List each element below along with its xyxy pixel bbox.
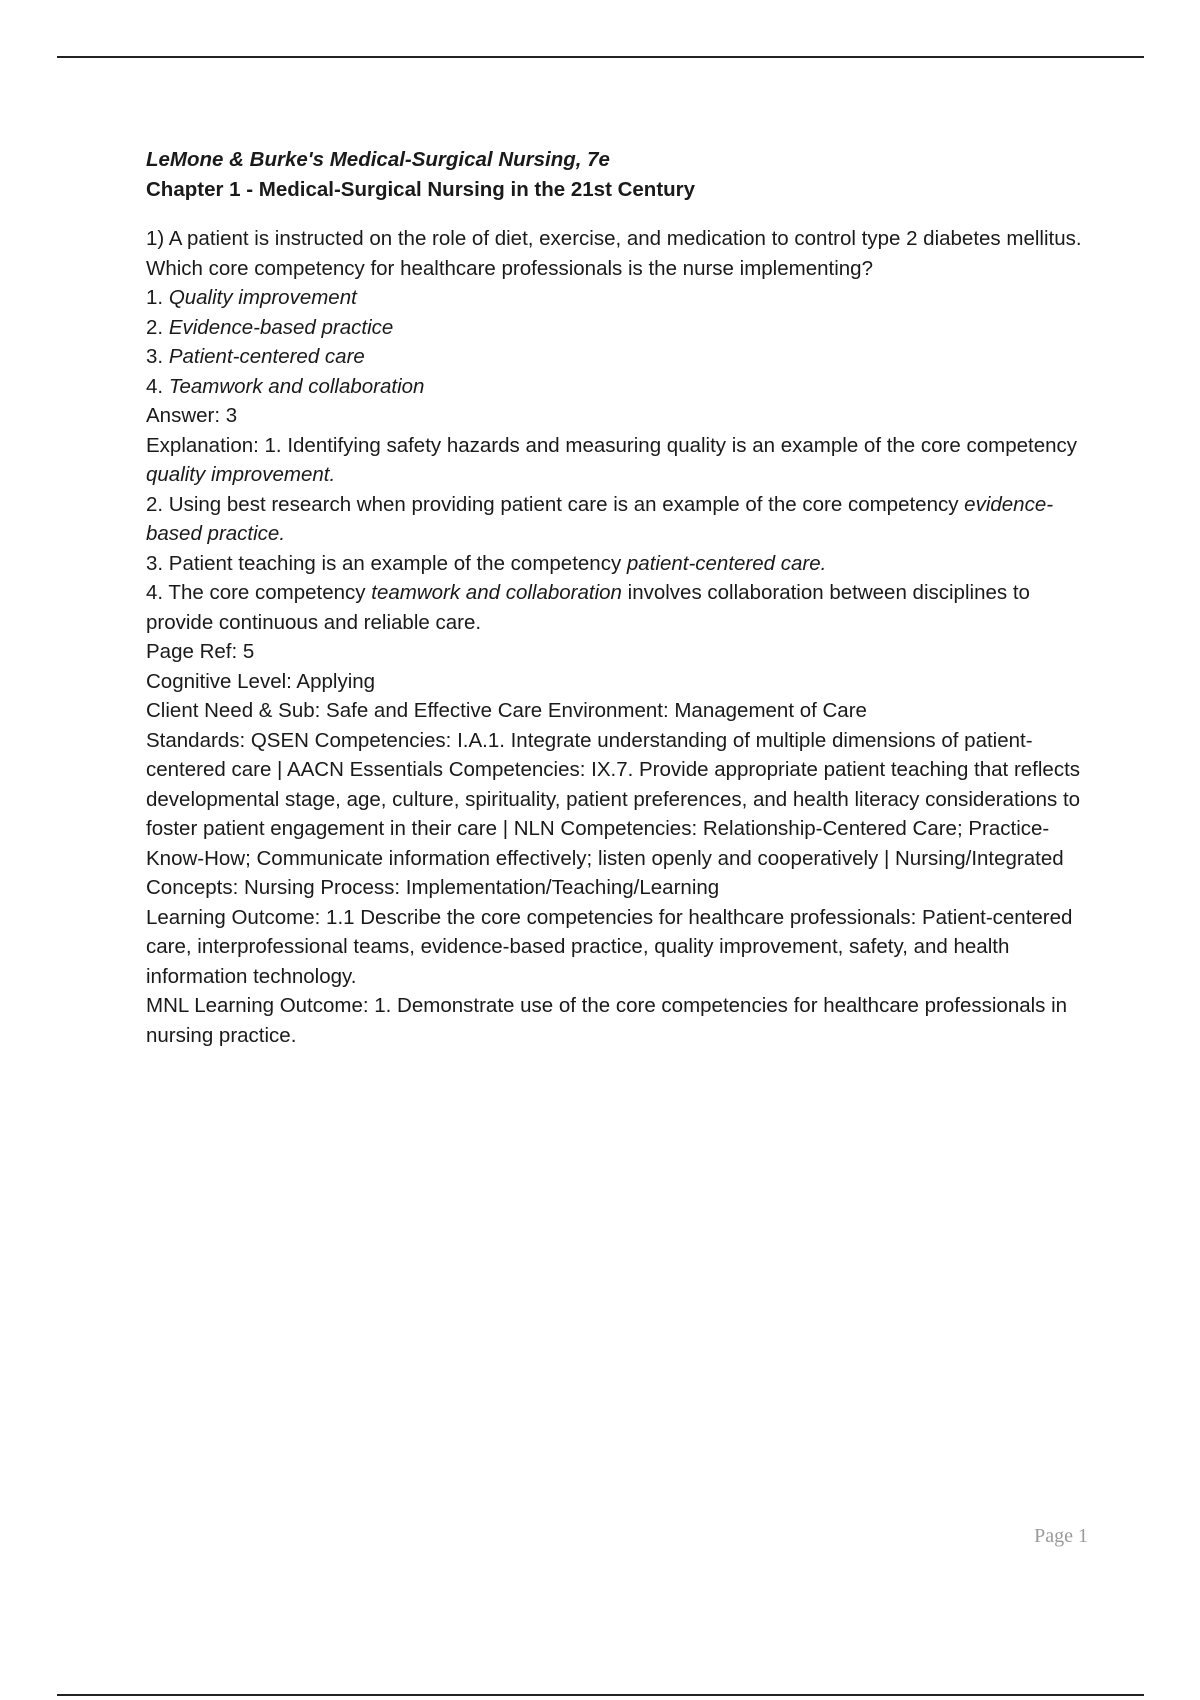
explanation-text: 2. Using best research when providing patient care is an example of the core competency <box>146 492 965 516</box>
option-text: Evidence-based practice <box>168 315 394 339</box>
option-text: Patient-centered care <box>168 345 365 368</box>
option-1 <box>146 283 1096 313</box>
client-need: Client Need & Sub: Safe and Effective Care Environment: Management of Care <box>146 699 867 722</box>
chapter-title: Chapter 1 - Medical-Surgical Nursing in the 21st Century <box>146 177 696 201</box>
book-title: LeMone & Burke's Medical-Surgical Nursing, 7e <box>146 148 610 171</box>
bottom-rule <box>57 1694 1144 1696</box>
explanation-2 <box>146 490 1096 549</box>
option-number: 1. <box>146 286 164 309</box>
option-4 <box>146 372 1096 402</box>
option-number: 4. <box>146 374 164 398</box>
explanation-emphasis: quality improvement. <box>146 463 336 486</box>
explanation-4 <box>146 578 1096 637</box>
page-ref: Page Ref: 5 <box>146 640 255 663</box>
explanation-text: involves collaboration between disciplines to provide continuous and reliable care. <box>146 581 1030 634</box>
option-number: 3. <box>146 345 164 368</box>
explanation-text: 4. The core competency <box>146 581 372 604</box>
explanation-3 <box>146 549 1096 579</box>
answer: Answer: 3 <box>146 404 238 427</box>
option-text: Teamwork and collaboration <box>168 374 425 398</box>
option-text: Quality improvement <box>168 286 357 309</box>
option-3 <box>146 342 1096 372</box>
mnl-learning-outcome: MNL Learning Outcome: 1. Demonstrate use of the core competencies for healthcare professionals in nursing practice. <box>146 994 1068 1047</box>
explanation-emphasis: patient-centered care. <box>626 551 827 575</box>
top-rule <box>57 56 1144 58</box>
document-body <box>146 145 1096 1050</box>
question-stem: 1) A patient is instructed on the role of diet, exercise, and medication to control type 2 diabetes mellitus. Which core competency for healthcare professionals is the nurse implementing? <box>146 227 1082 280</box>
explanation-1 <box>146 431 1096 490</box>
option-2 <box>146 313 1096 343</box>
standards: Standards: QSEN Competencies: I.A.1. Integrate understanding of multiple dimensions of patient-centered care | AACN Essentials Competencies: IX.7. Provide appropriate patient teaching that reflects developmental stage, age, culture, spirituality, patient preferences, and health literacy considerations to foster patient engagement in their care | NLN Competencies: Relationship-Centered Care; Practice-Know-How; Communicate information effectively; listen openly and cooperatively | Nursing/Integrated Concepts: Nursing Process: Implementation/Teaching/Learning <box>146 728 1081 899</box>
explanation-text: Explanation: 1. Identifying safety hazards and measuring quality is an example of the core competency <box>146 433 1078 457</box>
option-number: 2. <box>146 315 164 339</box>
explanation-text: 3. Patient teaching is an example of the competency <box>146 551 627 575</box>
page-number: Page 1 <box>1034 1525 1088 1547</box>
cognitive-level: Cognitive Level: Applying <box>146 669 376 693</box>
explanation-emphasis: evidence-based practice. <box>146 492 1054 545</box>
explanation-emphasis: teamwork and collaboration <box>371 581 622 604</box>
learning-outcome: Learning Outcome: 1.1 Describe the core competencies for healthcare professionals: Patient-centered care, interprofessional teams, evidence-based practice, quality improvement, safety, and health information technology. <box>146 905 1073 988</box>
